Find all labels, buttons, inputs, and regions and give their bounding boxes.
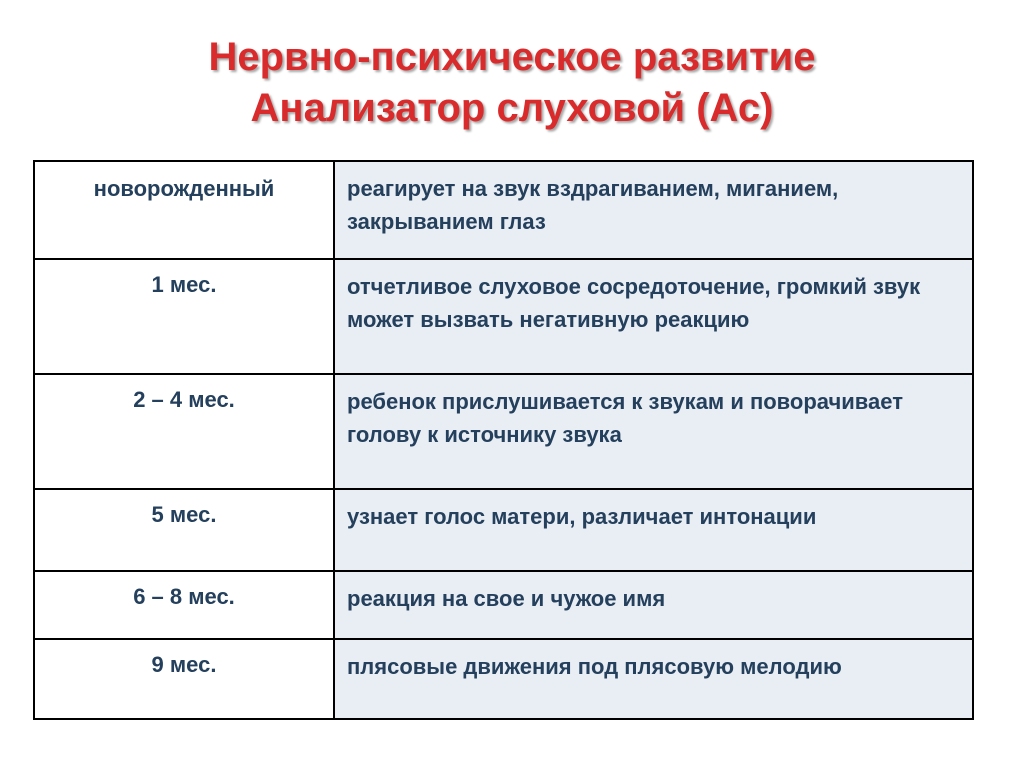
description-cell: узнает голос матери, различает интонации: [334, 489, 973, 571]
age-cell: 1 мес.: [34, 259, 334, 374]
table-row: [34, 161, 973, 259]
description-cell: отчетливое слуховое сосредоточение, громкий звук может вызвать негативную реакцию: [334, 259, 973, 374]
age-cell: 6 – 8 мес.: [34, 571, 334, 639]
title-line-2: Анализатор слуховой (Ас): [250, 86, 774, 130]
description-cell: реагирует на звук вздрагиванием, миганием, закрыванием глаз: [334, 161, 973, 259]
age-cell: новорожденный: [34, 161, 334, 259]
age-cell: 2 – 4 мес.: [34, 374, 334, 489]
development-table: [33, 160, 974, 720]
description-cell: ребенок прислушивается к звукам и поворачивает голову к источнику звука: [334, 374, 973, 489]
age-cell: 5 мес.: [34, 489, 334, 571]
description-cell: плясовые движения под плясовую мелодию: [334, 639, 973, 719]
table-row: [34, 259, 973, 374]
title-line-1: Нервно-психическое развитие: [208, 35, 816, 79]
table-row: [34, 571, 973, 639]
table-row: [34, 374, 973, 489]
slide-title: [0, 32, 1024, 134]
table-row: [34, 639, 973, 719]
table-row: [34, 489, 973, 571]
age-cell: 9 мес.: [34, 639, 334, 719]
description-cell: реакция на свое и чужое имя: [334, 571, 973, 639]
